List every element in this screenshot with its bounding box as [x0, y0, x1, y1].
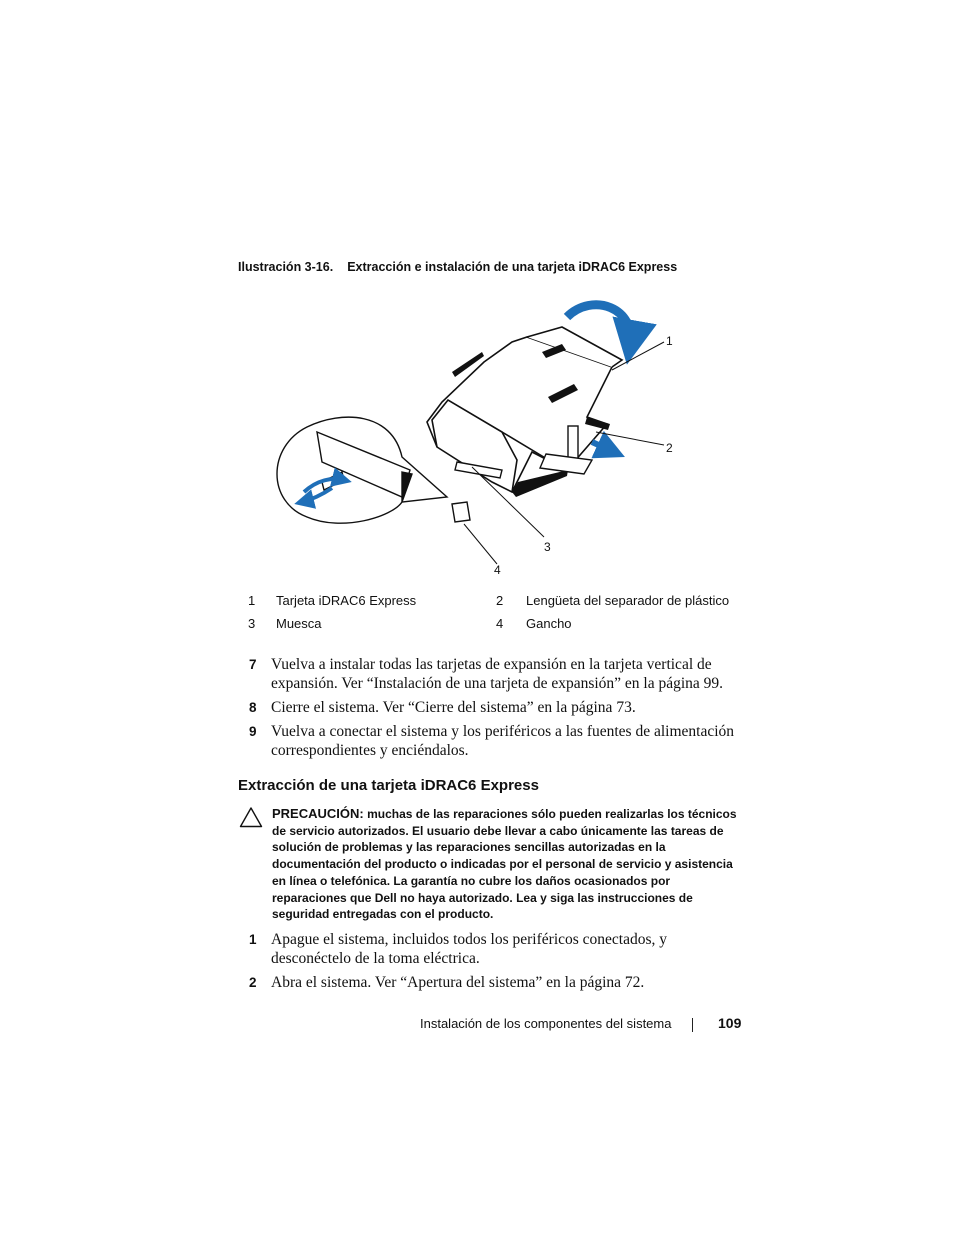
- step-item: [249, 698, 739, 717]
- legend-label: Tarjeta iDRAC6 Express: [276, 593, 417, 608]
- hook: [452, 502, 470, 522]
- step-item: [249, 973, 739, 992]
- callout-1: 1: [666, 334, 673, 348]
- callout-4: 4: [494, 563, 501, 577]
- step-number: 8: [249, 700, 257, 715]
- step-text: Apague el sistema, incluidos todos los periféricos conectados, y desconéctelo de la toma eléctrica.: [271, 931, 668, 967]
- legend-number: 4: [496, 616, 504, 631]
- caution-icon: [239, 806, 263, 828]
- callout-3: 3: [544, 540, 551, 554]
- callout-2: 2: [666, 441, 673, 455]
- step-item: [249, 930, 739, 968]
- legend-label: Muesca: [276, 616, 322, 631]
- step-item: [249, 722, 739, 760]
- legend-row: [238, 593, 738, 616]
- step-text: Cierre el sistema. Ver “Cierre del sistema” en la página 73.: [271, 699, 636, 716]
- figure-number: Ilustración 3-16.: [238, 260, 334, 274]
- section-heading: Extracción de una tarjeta iDRAC6 Express: [238, 777, 539, 794]
- release-arrow: [592, 442, 614, 452]
- legend-number: 2: [496, 593, 504, 608]
- figure-caption: [238, 260, 677, 274]
- idrac6-card-illustration: [262, 292, 692, 582]
- caution-text: muchas de las reparaciones sólo pueden realizarlas los técnicos de servicio autorizados. El usuario debe llevar a cabo únicamente las tareas de solución de problemas y las reparaciones sencillas autorizadas en la documentación del producto o indicadas por el personal de servicio y asistencia en línea o telefónica. La garantía no cubre los daños ocasionados por reparaciones que Dell no haya autorizado. Lea y siga las instrucciones de seguridad entregadas con el producto.: [272, 807, 737, 922]
- figure-title: Extracción e instalación de una tarjeta iDRAC6 Express: [347, 260, 678, 274]
- page-number: 109: [718, 1015, 742, 1031]
- step-item: [249, 655, 739, 693]
- legend-label: Lengüeta del separador de plástico: [526, 593, 730, 608]
- legend-number: 3: [248, 616, 256, 631]
- step-number: 1: [249, 932, 257, 947]
- step-text: Abra el sistema. Ver “Apertura del sistema” en la página 72.: [271, 974, 645, 991]
- caution-notice: [272, 806, 742, 923]
- legend-label: Gancho: [526, 616, 572, 631]
- step-text: Vuelva a conectar el sistema y los periféricos a las fuentes de alimentación correspondientes y enciéndalos.: [271, 723, 735, 759]
- footer-separator: [692, 1018, 693, 1032]
- step-text: Vuelva a instalar todas las tarjetas de expansión en la tarjeta vertical de expansión. Ver “Instalación de una tarjeta de expansión” en la página 99.: [271, 656, 724, 692]
- footer-section-title: Instalación de los componentes del sistema: [420, 1016, 672, 1031]
- detail-zoom: [277, 417, 447, 523]
- step-number: 9: [249, 724, 257, 739]
- step-number: 2: [249, 975, 257, 990]
- legend-number: 1: [248, 593, 256, 608]
- legend-row: [238, 616, 738, 639]
- caution-label: PRECAUCIÓN:: [272, 806, 364, 821]
- step-number: 7: [249, 657, 257, 672]
- figure-legend: [238, 593, 738, 639]
